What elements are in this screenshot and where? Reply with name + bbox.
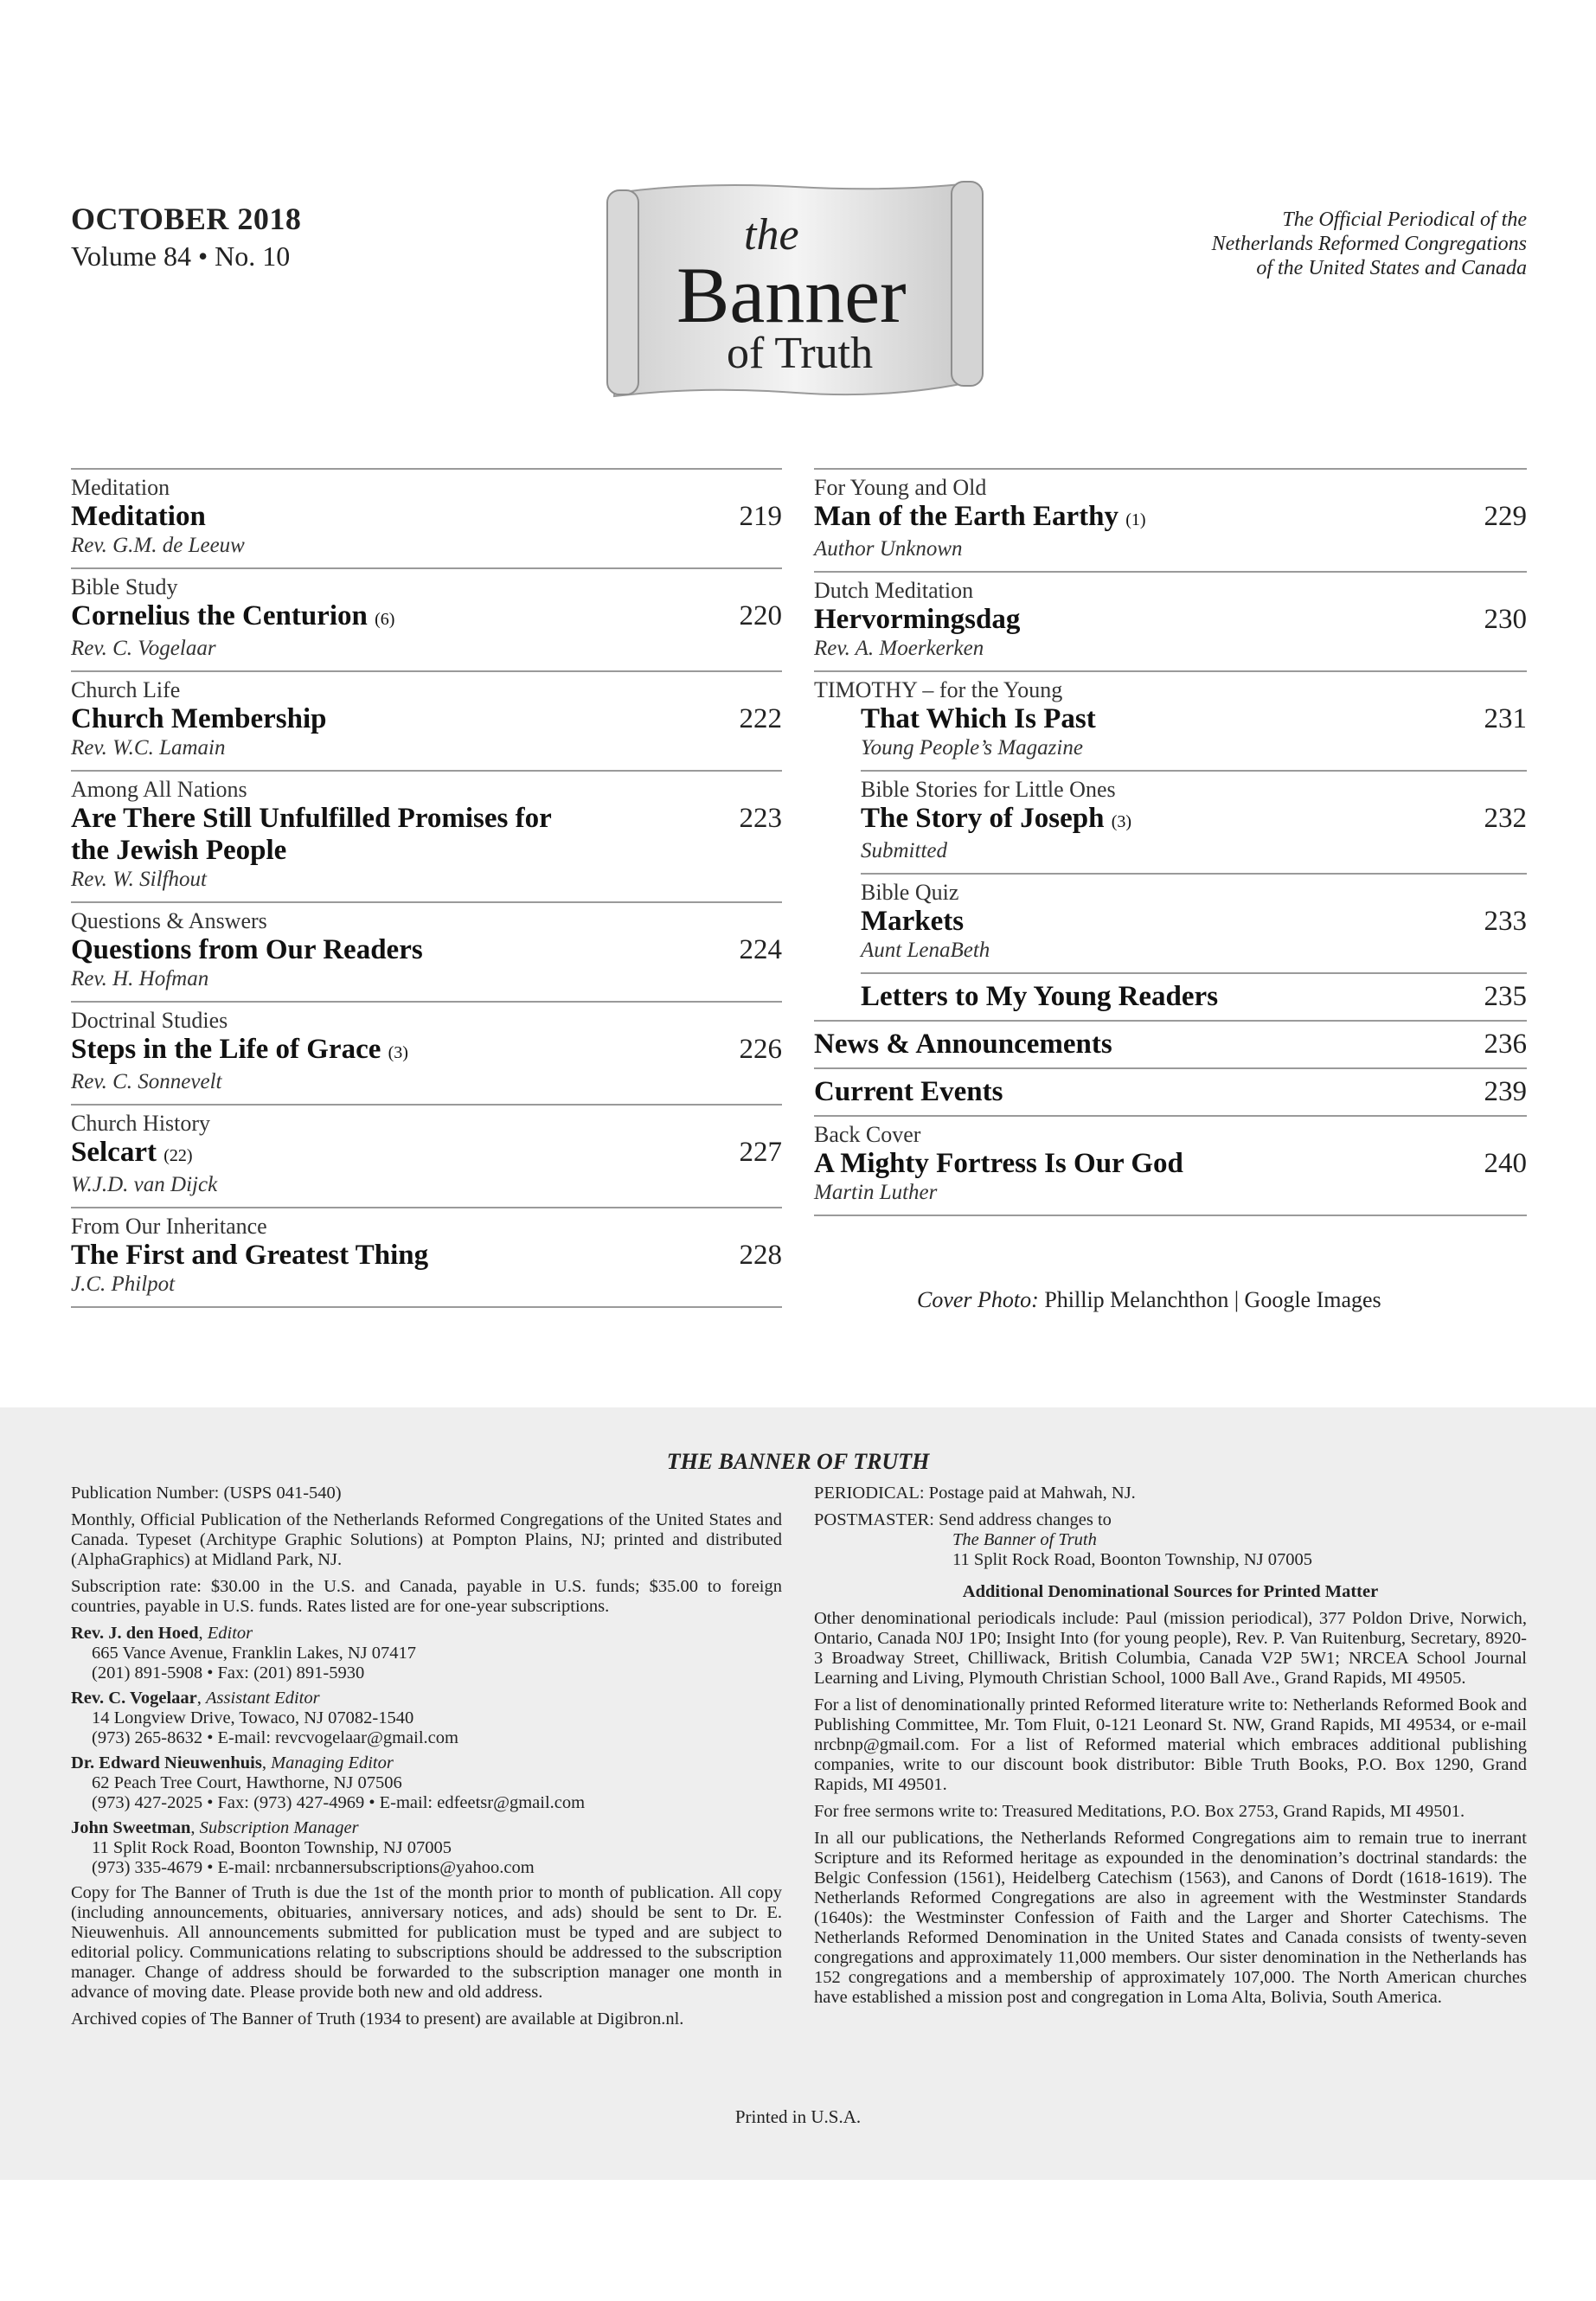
toc-title: The First and Greatest Thing	[71, 1240, 429, 1271]
masthead-title: THE BANNER OF TRUTH	[666, 1449, 930, 1474]
toc-page: 229	[1484, 501, 1527, 532]
printed-in-usa: Printed in U.S.A.	[734, 2106, 862, 2127]
toc-entry[interactable]: From Our Inheritance The First and Greatest Thing 228 J.C. Philpot	[71, 1207, 782, 1308]
masthead-right: PERIODICAL: Postage paid at Mahwah, NJ. POSTMASTER: Send address changes to The Banner of Truth 11 Split Rock Road, Boonton Township, NJ 07005 Additional Denominational Sources for Printed Matter Other denominational periodicals include: Paul (mission periodical), 377 Poldon Drive, Norwich, Ontario, Canada N0J 1P0; Insight Into (for young people), Rev. P. Van Ruitenburg, Secretary, 8920-3 Broadway Street, Chilliwack, British Columbia, Canada V2P 5W1; NRCEA School Journal Learning and Living, Plymouth Christian School, 1000 Ball Ave., Grand Rapids, MI 49505. For a list of denominationally printed Reformed literature write to: Netherlands Reformed Book and Publishing Committee, Mr. Tom Fluit, 0-121 Leonard St. NW, Grand Rapids, MI 49534, or e-mail nrcbnp@gmail.com. For a list of Reformed material which embraces additional publishing companies, write to our discount book distributor: Bible Truth Books, P.O. Box 1290, Grand Rapids, MI 49501. For free sermons write to: Treasured Meditations, P.O. Box 2753, Grand Rapids, MI 49501. In all our publications, the Netherlands Reformed Congregations aim to remain true to inerrant Scripture and its Reformed heritage as expounded in the denomination’s doctrinal standards: the Belgic Confession (1561), Heidelberg Catechism (1563), and Canons of Dordt (1618-1619). The Netherlands Reformed Congregations are also in agreement with the Westminster Standards (1640s): the Westminster Confession of Faith and the Larger and Shorter Catechisms. The Netherlands Reformed Denomination in the United States and Canada consists of twenty-seven congregations and approximately 11,000 members. Our sister denomination in the Netherlands has 152 congregations and a membership of approximately 107,000. The North American churches have established a mission post and congregation in Loma Alta, Bolivia, South America.	[814, 1484, 1527, 2007]
toc-title: Meditation	[71, 501, 206, 532]
toc-entry[interactable]: Church History Selcart (22) 227 W.J.D. van Dijck	[71, 1104, 782, 1207]
official-periodical-note: The Official Periodical of the Netherlands Reformed Congregations of the United States and Canada	[1211, 208, 1527, 279]
toc-page: 230	[1484, 604, 1527, 635]
toc-entry[interactable]: Among All Nations Are There Still Unfulfilled Promises for the Jewish People 223 Rev. W. Silfhout	[71, 770, 782, 901]
toc-page: 226	[739, 1034, 782, 1065]
issue-volume: Volume 84 • No. 10	[71, 240, 291, 272]
logo-of-truth: of Truth	[727, 329, 874, 378]
toc-page: 224	[739, 934, 782, 965]
toc-entry[interactable]	[814, 1067, 1527, 1115]
staff-managing-editor: Dr. Edward Nieuwenhuis, Managing Editor 62 Peach Tree Court, Hawthorne, NJ 07506 (973) 427-2025 • Fax: (973) 427-4969 • E-mail: edfeetsr@gmail.com	[71, 1753, 586, 1812]
toc-page: 223	[739, 803, 782, 834]
toc-page: 219	[739, 501, 782, 532]
toc-page: 240	[1484, 1148, 1527, 1179]
toc-title: Are There Still Unfulfilled Promises for the Jewish People	[71, 803, 552, 866]
toc-entry[interactable]: That Which Is Past 231 Young People’s Magazine	[861, 703, 1527, 760]
masthead-box	[0, 1407, 1596, 2180]
toc-page: 222	[739, 703, 782, 734]
toc-entry[interactable]: Questions & Answers Questions from Our Readers 224 Rev. H. Hofman	[71, 901, 782, 1001]
banner-logo	[597, 173, 995, 411]
issue-info	[71, 201, 301, 272]
contents-right	[814, 468, 1527, 1216]
toc-title: Man of the Earth Earthy (1)	[814, 501, 1146, 532]
toc-title: Cornelius the Centurion (6)	[71, 600, 395, 631]
toc-page: 228	[739, 1240, 782, 1271]
toc-title: That Which Is Past	[861, 703, 1096, 734]
contents-left	[71, 468, 782, 1308]
sources-heading: Additional Denominational Sources for Printed Matter	[962, 1582, 1379, 1601]
toc-title: Selcart (22)	[71, 1137, 193, 1168]
toc-title: A Mighty Fortress Is Our God	[814, 1148, 1183, 1179]
toc-page: 220	[739, 600, 782, 631]
toc-page: 232	[1484, 803, 1527, 834]
toc-title: Markets	[861, 906, 965, 937]
scroll-left-roll	[607, 190, 638, 394]
cover-photo-credit: Cover Photo: Phillip Melanchthon | Google Images	[917, 1287, 1381, 1312]
toc-entry[interactable]: Back Cover A Mighty Fortress Is Our God 240 Martin Luther	[814, 1115, 1527, 1216]
toc-title: Letters to My Young Readers	[861, 981, 1219, 1012]
toc-page: 236	[1484, 1029, 1527, 1060]
toc-page: 239	[1484, 1076, 1527, 1107]
toc-page: 233	[1484, 906, 1527, 937]
toc-page: 227	[739, 1137, 782, 1168]
toc-page: 235	[1484, 981, 1527, 1012]
logo-banner: Banner	[676, 251, 907, 339]
toc-entry[interactable]: Bible Quiz Markets 233 Aunt LenaBeth	[861, 873, 1527, 972]
toc-entry[interactable]: Meditation Meditation 219 Rev. G.M. de Leeuw	[71, 468, 782, 567]
toc-title: News & Announcements	[814, 1029, 1112, 1060]
logo-the: the	[744, 210, 799, 260]
staff-editor: Rev. J. den Hoed, Editor 665 Vance Avenue, Franklin Lakes, NJ 07417 (201) 891-5908 • Fax: (201) 891-5930	[71, 1624, 417, 1682]
toc-title: Hervormingsdag	[814, 604, 1021, 635]
toc-title: Questions from Our Readers	[71, 934, 423, 965]
staff-assistant-editor: Rev. C. Vogelaar, Assistant Editor 14 Longview Drive, Towaco, NJ 07082-1540 (973) 265-8632 • E-mail: revcvogelaar@gmail.com	[71, 1689, 458, 1747]
staff-subscription-manager: John Sweetman, Subscription Manager 11 Split Rock Road, Boonton Township, NJ 07005 (973) 335-4679 • E-mail: nrcbannersubscriptions@yahoo.com	[71, 1818, 535, 1877]
postmaster-block: POSTMASTER: Send address changes to The Banner of Truth 11 Split Rock Road, Boonton Township, NJ 07005	[814, 1510, 1312, 1569]
issue-month: OCTOBER 2018	[71, 202, 302, 236]
toc-entry[interactable]: Doctrinal Studies Steps in the Life of Grace (3) 226 Rev. C. Sonnevelt	[71, 1001, 782, 1104]
toc-entry[interactable]: Bible Study Cornelius the Centurion (6) 220 Rev. C. Vogelaar	[71, 567, 782, 670]
toc-entry[interactable]: Dutch Meditation Hervormingsdag 230 Rev. A. Moerkerken	[814, 571, 1527, 670]
toc-page: 231	[1484, 703, 1527, 734]
masthead-left: Publication Number: (USPS 041-540) Monthly, Official Publication of the Netherlands Reformed Congregations of the United States and Canada. Typeset (Architype Graphic Solutions) at Pompton Plains, NJ; printed and distributed (AlphaGraphics) at Midland Park, NJ. Subscription rate: $30.00 in the U.S. and Canada, payable in U.S. funds; $35.00 to foreign countries, payable in U.S. funds. Rates listed are for one-year subscriptions. Rev. J. den Hoed, Editor 665 Vance Avenue, Franklin Lakes, NJ 07417 (201) 891-5908 • Fax: (201) 891-5930 Rev. C. Vogelaar, Assistant Editor 14 Longview Drive, Towaco, NJ 07082-1540 (973) 265-8632 • E-mail: revcvogelaar@gmail.com Dr. Edward Nieuwenhuis, Managing Editor 62 Peach Tree Court, Hawthorne, NJ 07506 (973) 427-2025 • Fax: (973) 427-4969 • E-mail: edfeetsr@gmail.com John Sweetman, Subscription Manager 11 Split Rock Road, Boonton Township, NJ 07005 (973) 335-4679 • E-mail: nrcbannersubscriptions@yahoo.com Copy for The Banner of Truth is due the 1st of the month prior to month of publication. All copy (including announcements, obituaries, anniversary notices, and ads) should be sent to Dr. E. Nieuwenhuis. All announcements submitted for publication must be typed and are subject to editorial policy. Communications relating to subscriptions should be addressed to the subscription manager. Change of address should be forwarded to the subscription manager one month in advance of moving date. Please provide both new and old address. Archived copies of The Banner of Truth (1934 to present) are available at Digibron.nl.	[71, 1484, 782, 2029]
toc-entry[interactable]: Church Life Church Membership 222 Rev. W.C. Lamain	[71, 670, 782, 770]
toc-title: Church Membership	[71, 703, 327, 734]
toc-entry[interactable]	[861, 972, 1527, 1020]
toc-title: Steps in the Life of Grace (3)	[71, 1034, 408, 1065]
toc-entry[interactable]	[814, 1020, 1527, 1067]
toc-group-timothy: TIMOTHY – for the Young	[814, 670, 1527, 703]
toc-title: Current Events	[814, 1076, 1003, 1107]
toc-title: The Story of Joseph (3)	[861, 803, 1132, 834]
toc-entry[interactable]: For Young and Old Man of the Earth Earthy (1) 229 Author Unknown	[814, 468, 1527, 571]
scroll-right-roll	[952, 182, 983, 386]
toc-entry[interactable]: Bible Stories for Little Ones The Story of Joseph (3) 232 Submitted	[861, 770, 1527, 873]
